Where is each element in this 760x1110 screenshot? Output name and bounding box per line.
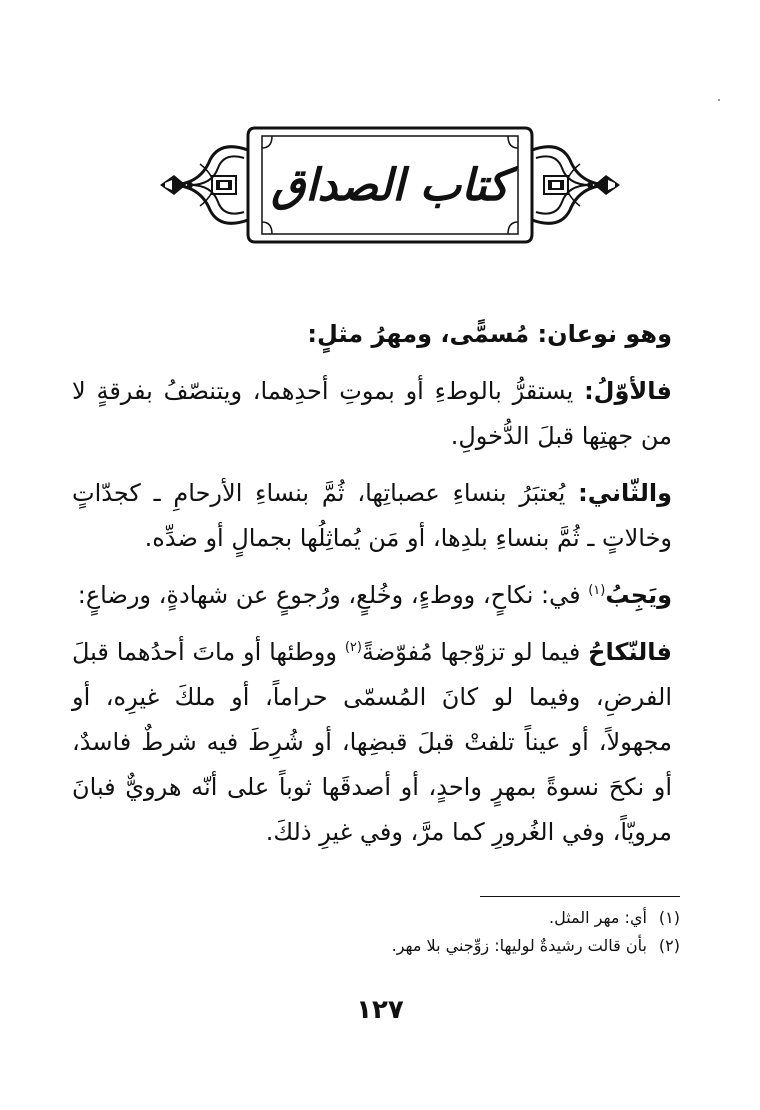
second-lead: والثّاني: [578, 479, 672, 507]
obligation-text: في: نكاحٍ، ووطءٍ، وخُلعٍ، ورُجوعٍ عن شهادةٍ، ورضاعٍ: [77, 581, 581, 609]
footnote-1-number: (١) [658, 908, 680, 927]
paragraph-first [72, 369, 672, 459]
left-ornament-icon [160, 147, 248, 224]
first-text: يستقرُّ بالوطءِ أو بموتِ أحدِهما، ويتنصّفُ بفرقةٍ لا من جهتِها قبلَ الدُّخولِ. [72, 377, 672, 450]
chapter-header-frame [160, 120, 620, 250]
page-number: ١٢٧ [356, 995, 404, 1025]
footnotes [80, 904, 680, 960]
footnote-divider [480, 896, 680, 897]
marriage-lead: فالنّكاحُ [588, 638, 672, 666]
footnote-ref-2: (٢) [344, 640, 362, 655]
footnote-2-text: بأن قالت رشيدةٌ لوليها: زوِّجني بلا مهر. [391, 936, 647, 955]
main-text [72, 312, 672, 867]
paragraph-intro [72, 312, 672, 357]
second-text: يُعتبَرُ بنساءِ عصباتِها، ثُمَّ بنساءِ الأرحامِ ـ كجدّاتٍ وخالاتٍ ـ ثُمَّ بنساءِ بلدِها، أو مَن يُماثِلُها بجمالٍ أو ضدِّه. [72, 479, 672, 552]
marriage-text-b: ووطئها أو ماتَ أحدُهما قبلَ الفرضِ، وفيما لو كانَ المُسمّى حراماً، أو ملكَ غيرِه، أو مجهولاً، أو عيناً تلفتْ قبلَ قبضِها، أو شُرِطَ فيه شرطٌ فاسدٌ، أو نكحَ نسوةً بمهرٍ واحدٍ، أو أصدقَها ثوباً على أنّه هرويٌّ فبانَ مرويّاً، وفي الغُرورِ كما مرَّ، وفي غيرِ ذلكَ. [72, 638, 672, 846]
first-lead: فالأوّلُ: [584, 377, 672, 405]
footnote-2-number: (٢) [658, 936, 680, 955]
marriage-text-a: فيما لو تزوّجها مُفوّضةً [361, 638, 581, 666]
footnote-ref-1: (١) [588, 583, 606, 598]
obligation-lead: ويَجِبُ [605, 581, 672, 609]
footnote-2 [80, 932, 680, 960]
chapter-title: كتاب الصداق [271, 160, 509, 211]
right-ornament-icon [532, 147, 620, 224]
paragraph-marriage [72, 630, 672, 855]
paragraph-obligation [72, 573, 672, 618]
footnote-1-text: أي: مهر المثل. [549, 908, 647, 927]
paragraph-second [72, 471, 672, 561]
footnote-1 [80, 904, 680, 932]
page-speck [718, 99, 720, 101]
intro-text: وهو نوعان: مُسمًّى، ومهرُ مثلٍ: [307, 320, 672, 348]
